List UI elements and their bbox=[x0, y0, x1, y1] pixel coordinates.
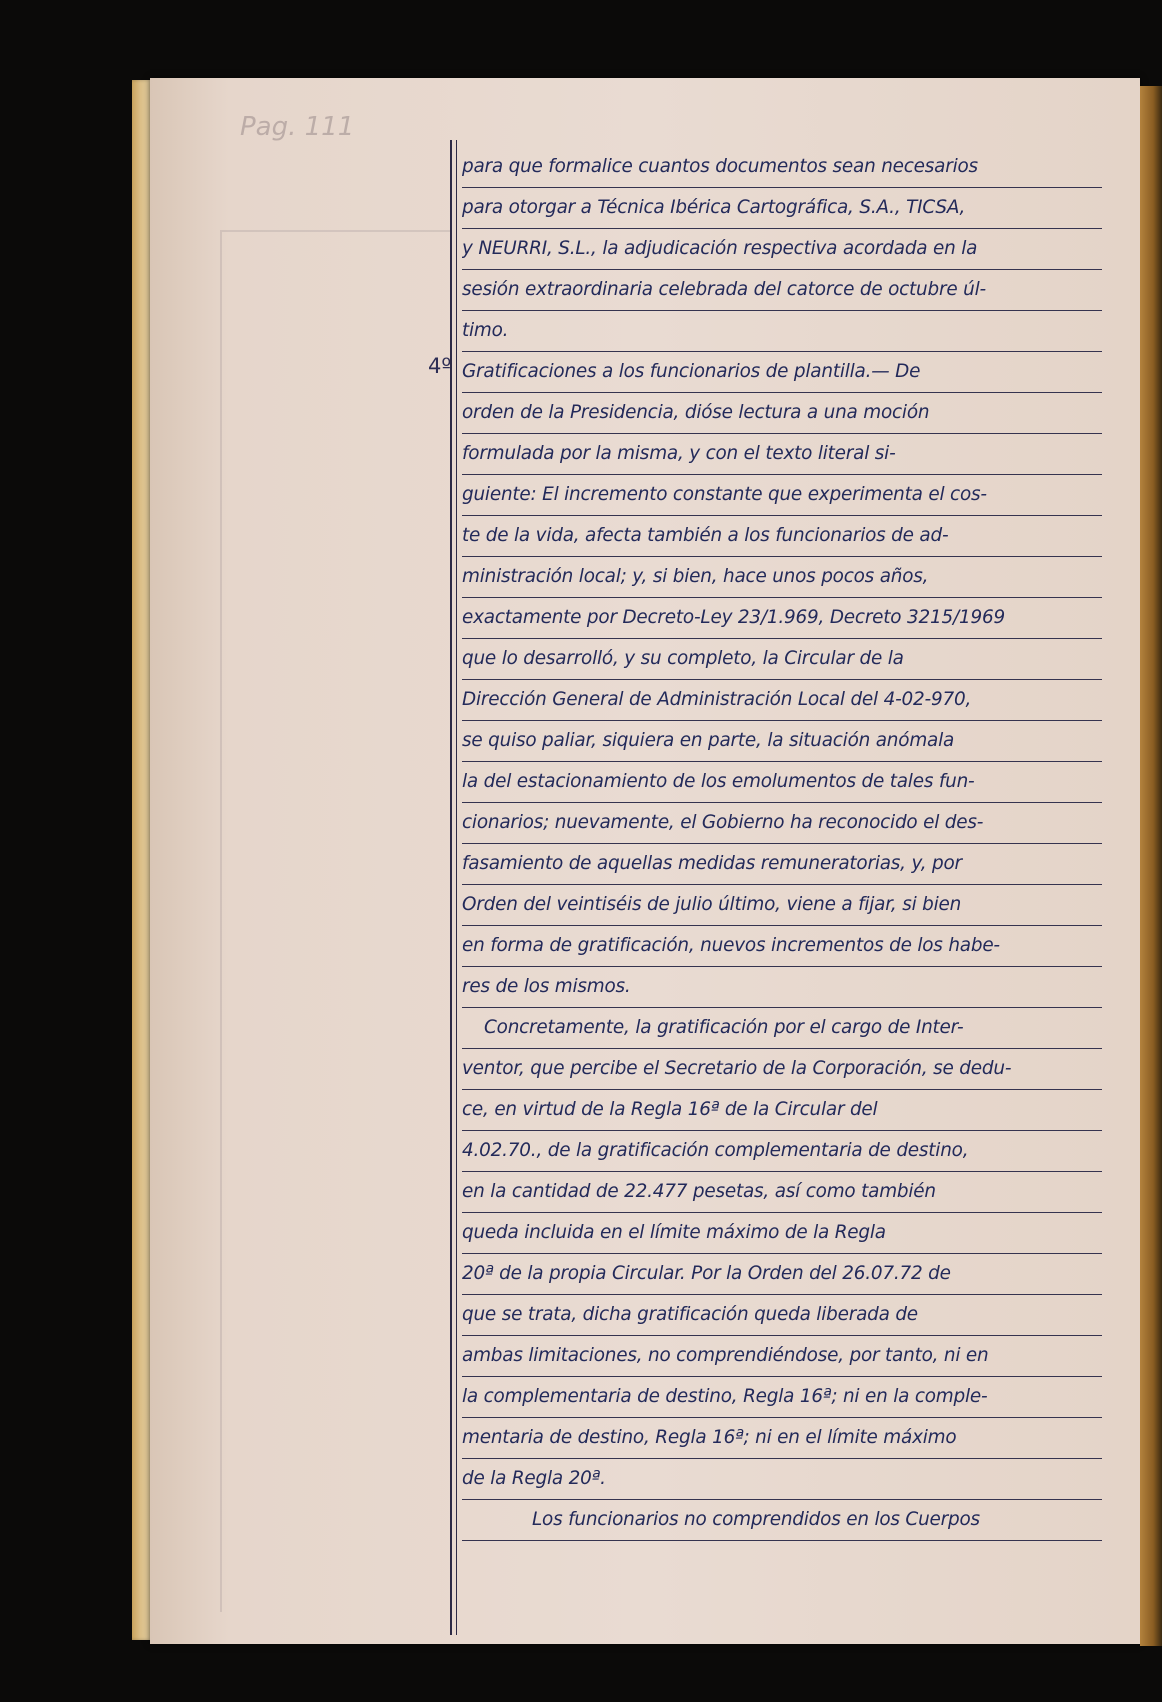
handwritten-text bbox=[462, 147, 1102, 1541]
text-line: queda incluida en el límite máximo de la Regla bbox=[462, 1213, 1102, 1254]
text-line: 20ª de la propia Circular. Por la Orden del 26.07.72 de bbox=[462, 1254, 1102, 1295]
text-line: Orden del veintiséis de julio último, viene a fijar, si bien bbox=[462, 885, 1102, 926]
text-line: formulada por la misma, y con el texto literal si- bbox=[462, 434, 1102, 475]
section-heading-line: Gratificaciones a los funcionarios de plantilla.— De bbox=[462, 352, 1102, 393]
text-line: la complementaria de destino, Regla 16ª; ni en la comple- bbox=[462, 1377, 1102, 1418]
text-line: sesión extraordinaria celebrada del catorce de octubre úl- bbox=[462, 270, 1102, 311]
text-line: 4.02.70., de la gratificación complementaria de destino, bbox=[462, 1131, 1102, 1172]
text-line: mentaria de destino, Regla 16ª; ni en el límite máximo bbox=[462, 1418, 1102, 1459]
text-line: para que formalice cuantos documentos sean necesarios bbox=[462, 147, 1102, 188]
text-line: en la cantidad de 22.477 pesetas, así como también bbox=[462, 1172, 1102, 1213]
text-line: se quiso paliar, siquiera en parte, la situación anómala bbox=[462, 721, 1102, 762]
text-line: te de la vida, afecta también a los funcionarios de ad- bbox=[462, 516, 1102, 557]
text-line: Los funcionarios no comprendidos en los Cuerpos bbox=[462, 1500, 1102, 1541]
text-line: Concretamente, la gratificación por el cargo de Inter- bbox=[462, 1008, 1102, 1049]
text-line: ventor, que percibe el Secretario de la Corporación, se dedu- bbox=[462, 1049, 1102, 1090]
text-line: para otorgar a Técnica Ibérica Cartográfica, S.A., TICSA, bbox=[462, 188, 1102, 229]
text-line: que se trata, dicha gratificación queda liberada de bbox=[462, 1295, 1102, 1336]
bleed-through-ghost bbox=[220, 230, 452, 1612]
text-line: timo. bbox=[462, 311, 1102, 352]
text-line: que lo desarrolló, y su completo, la Circular de la bbox=[462, 639, 1102, 680]
page-number-stamp: Pag. 111 bbox=[240, 112, 355, 142]
text-line: guiente: El incremento constante que experimenta el cos- bbox=[462, 475, 1102, 516]
text-line: res de los mismos. bbox=[462, 967, 1102, 1008]
text-line: Dirección General de Administración Local del 4-02-970, bbox=[462, 680, 1102, 721]
text-line: ce, en virtud de la Regla 16ª de la Circular del bbox=[462, 1090, 1102, 1131]
text-line: ambas limitaciones, no comprendiéndose, por tanto, ni en bbox=[462, 1336, 1102, 1377]
text-line: en forma de gratificación, nuevos incrementos de los habe- bbox=[462, 926, 1102, 967]
text-line: fasamiento de aquellas medidas remuneratorias, y, por bbox=[462, 844, 1102, 885]
margin-rule-inner bbox=[456, 140, 457, 1635]
text-line: la del estacionamiento de los emolumentos de tales fun- bbox=[462, 762, 1102, 803]
text-line: exactamente por Decreto-Ley 23/1.969, Decreto 3215/1969 bbox=[462, 598, 1102, 639]
text-line: cionarios; nuevamente, el Gobierno ha reconocido el des- bbox=[462, 803, 1102, 844]
section-number: 4º bbox=[428, 354, 452, 378]
text-line: y NEURRI, S.L., la adjudicación respectiva acordada en la bbox=[462, 229, 1102, 270]
text-line: de la Regla 20ª. bbox=[462, 1459, 1102, 1500]
text-line: ministración local; y, si bien, hace unos pocos años, bbox=[462, 557, 1102, 598]
text-line: orden de la Presidencia, dióse lectura a una moción bbox=[462, 393, 1102, 434]
book-spine bbox=[1140, 86, 1162, 1646]
